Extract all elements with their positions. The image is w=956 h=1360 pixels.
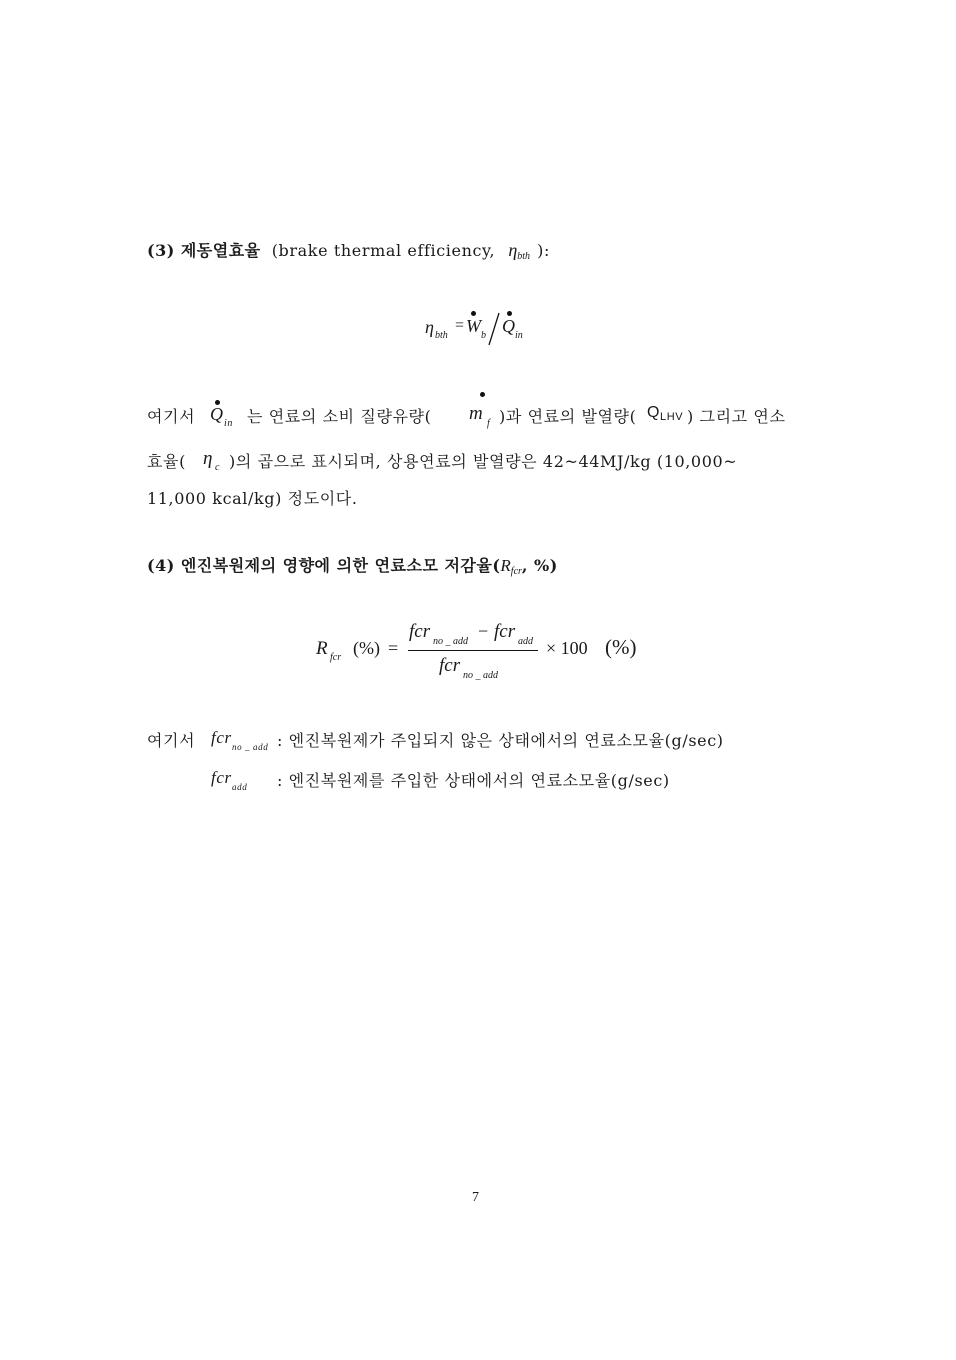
eq1-q: Q [502,316,515,336]
paragraph-line-1 [147,404,817,436]
def2-symbol: fcr [211,768,232,787]
definition-line-2 [147,768,807,798]
def2-subscript: add [232,782,248,792]
para1-q-sub: in [224,418,233,429]
eq1-eta-sub: bth [435,330,448,341]
def1-text: : 엔진복원제가 주입되지 않은 상태에서의 연료소모율(g/sec) [277,731,724,750]
para1-eta-c-sub: c [215,462,221,473]
eq2-r: R [316,638,328,659]
definition-line-1 [147,728,807,758]
eq1-w-sub: b [481,330,486,341]
eq2-num-b: fcr [494,621,516,642]
eq2-minus: − [478,621,489,641]
eq1-slash [487,312,501,346]
eq2-times-100: × 100 [546,638,588,658]
eq2-num-b-sub: add [518,636,533,647]
eq2-r-sub: fcr [330,652,342,663]
section-4-r-sub: fcr [510,566,522,577]
para1-line2-end: )의 곱으로 표시되며, 상용연료의 발열량은 42~44MJ/kg (10,000~ [229,452,738,471]
section-3-paren-text: (brake thermal efficiency, [271,241,496,260]
def1-symbol: fcr [211,728,232,747]
defs-start: 여기서 [147,731,196,750]
para1-end1: ) 그리고 연소 [687,407,786,426]
def2-text: : 엔진복원제를 주입한 상태에서의 연료소모율(g/sec) [277,771,670,790]
para1-mid: 는 연료의 소비 질량유량( [247,407,432,426]
section-4-heading [147,553,558,577]
eq2-unit: (%) [605,635,637,659]
eq2-den-sub: no _ add [463,670,498,681]
paragraph-line-2 [147,449,817,479]
para1-mid2: )과 연료의 발열량( [499,407,637,426]
section-4-end: , %) [521,556,558,575]
section-3-close: ): [537,241,550,260]
eq1-w: W [466,316,481,336]
eq2-fraction-line [408,650,538,651]
para1-line2-start: 효율( [147,452,186,471]
para1-m-dot [480,392,485,397]
paragraph-line-3: 11,000 kcal/kg) 정도이다. [147,489,358,508]
para1-qlhv-sub: LHV [660,411,684,423]
para1-q: Q [210,404,224,424]
section-4-label: (4) 엔진복원제의 영향에 의한 연료소모 저감율( [147,556,501,575]
para1-m-sub: f [487,418,491,429]
eq1-equals: = [455,317,465,334]
page-number: 7 [472,1190,479,1205]
eta-bth-subscript: bth [517,251,531,262]
eq1-q-sub: in [515,330,523,341]
para1-eta-c: η [203,448,214,469]
eq2-equals: = [388,638,399,658]
section-4-r: R [500,556,511,575]
equation-thermal-efficiency [425,316,535,346]
eq2-num-a-sub: no _ add [433,636,468,647]
eq2-percent: (%) [353,638,380,658]
eq2-den: fcr [439,655,461,676]
para1-m: m [469,403,484,424]
eta-bth-symbol: η [508,240,518,260]
section-3-label: (3) 제동열효율 [147,241,261,260]
section-3-heading [147,238,550,262]
eq1-eta: η [425,317,434,337]
para1-qlhv: Q [647,404,661,421]
para1-start: 여기서 [147,407,196,426]
equation-fuel-reduction [316,618,646,688]
def1-subscript: no _ add [232,742,269,752]
eq2-num-a: fcr [409,621,431,642]
